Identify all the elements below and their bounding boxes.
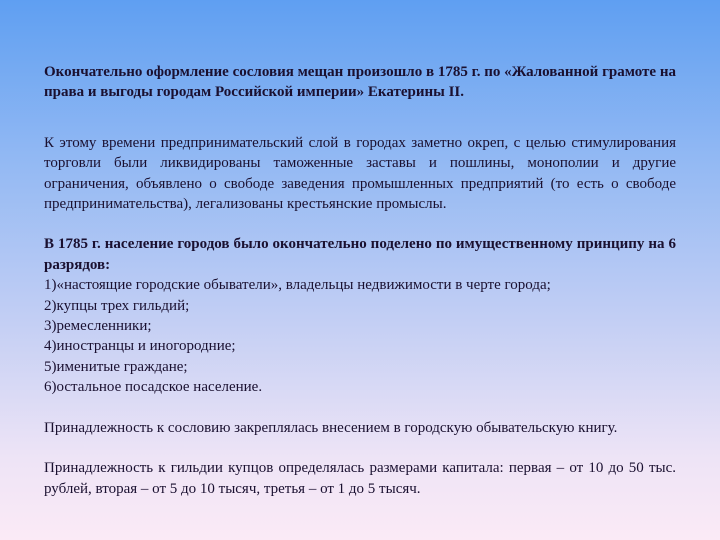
spacer <box>44 103 676 133</box>
spacer <box>44 214 676 234</box>
list-item: 1)«настоящие городские обыватели», владельцы недвижимости в черте города; <box>44 277 551 294</box>
intro-paragraph: Окончательно оформление сословия мещан произошло в 1785 г. по «Жалованной грамоте на права и выгоды городам Российской империи» Екатерины II. <box>44 64 676 101</box>
guild-capital-paragraph: Принадлежность к гильдии купцов определялась размерами капитала: первая – от 10 до 50 тыс. рублей, вторая – от 5 до 10 тысяч, третья – от 1 до 5 тысяч. <box>44 460 676 497</box>
slide-content <box>44 62 676 499</box>
categories-heading: В 1785 г. население городов было окончательно поделено по имущественному принципу на 6 разрядов: <box>44 236 676 273</box>
list-item: 6)остальное посадское население. <box>44 379 263 396</box>
list-item: 2)купцы трех гильдий; <box>44 297 190 314</box>
membership-paragraph: Принадлежность к сословию закреплялась внесением в городскую обывательскую книгу. <box>44 419 618 436</box>
spacer <box>44 398 676 418</box>
spacer <box>44 438 676 458</box>
list-item: 5)именитые граждане; <box>44 358 188 375</box>
list-item: 4)иностранцы и иногородние; <box>44 338 236 355</box>
context-paragraph: К этому времени предпринимательский слой в городах заметно окреп, с целью стимулирования торговли были ликвидированы таможенные заставы и пошлины, монополии и другие ограничения, объявлено о свободе заведения промышленных предприятий (то есть о свободе предпринимательства), легализованы крестьянские промыслы. <box>44 134 676 213</box>
categories-list <box>44 275 676 397</box>
list-item: 3)ремесленники; <box>44 318 152 335</box>
